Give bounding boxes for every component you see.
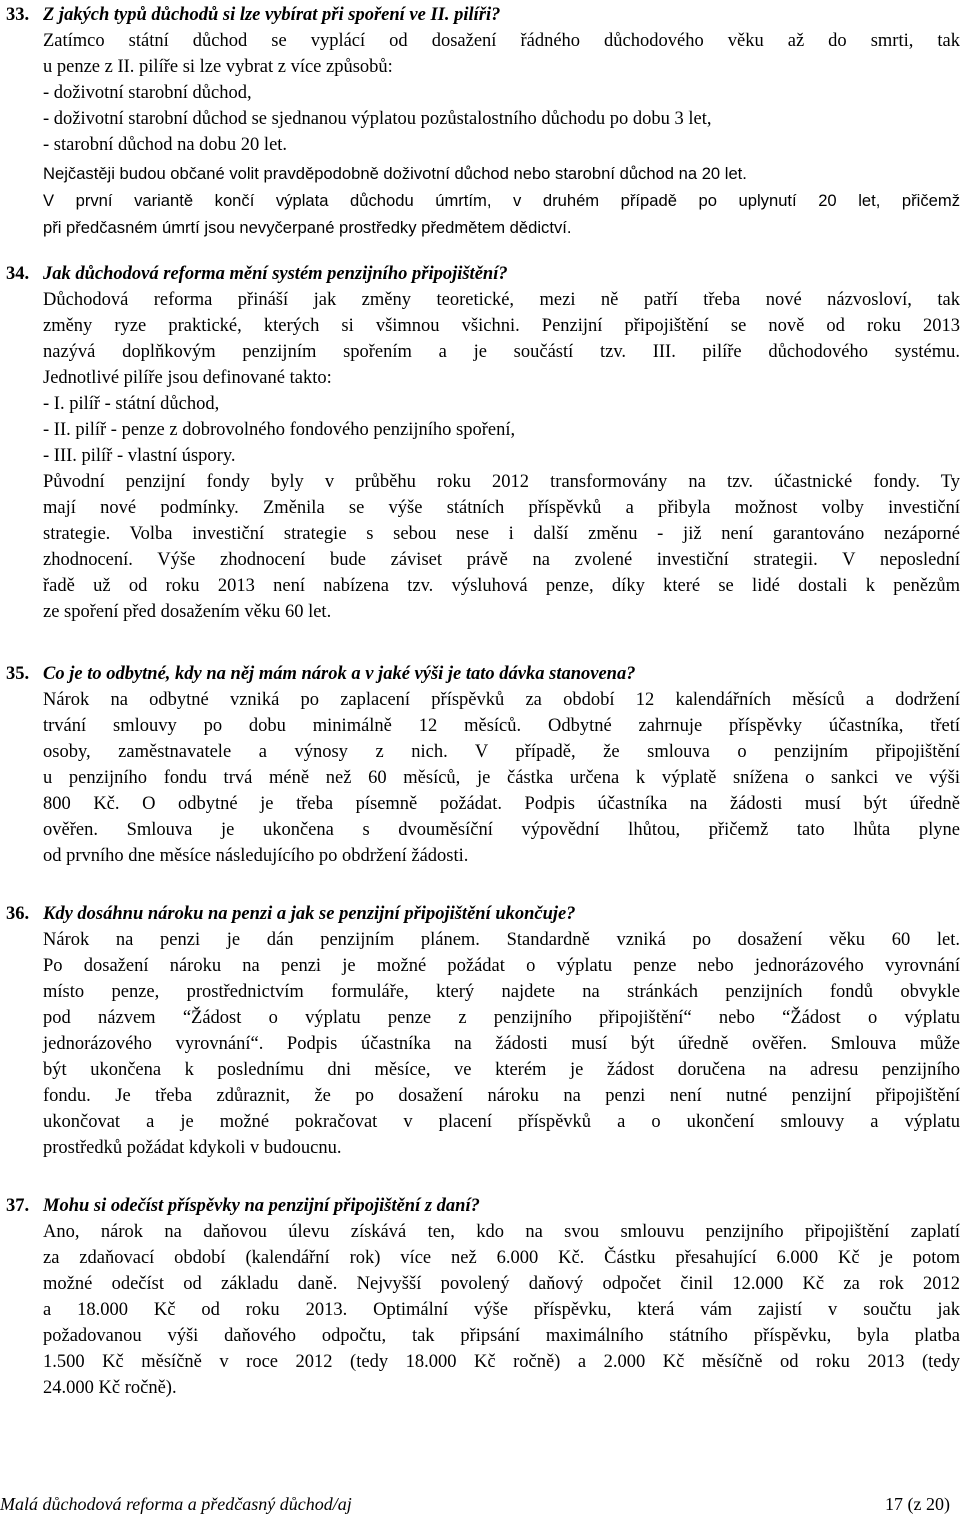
text-line: Jednotlivé pilíře jsou definované takto:: [43, 368, 332, 388]
text-line: a 18.000 Kč od roku 2013. Optimální výše příspěvku, která vám zajistí v součtu jak: [43, 1300, 960, 1320]
text-line: prostředků požádat kdykoli v budoucnu.: [43, 1138, 342, 1158]
text-line: změny ryze praktické, kterých si všimnou všichni. Penzijní připojištění se nově od roku 2013: [43, 316, 960, 336]
text-line: 800 Kč. O odbytné je třeba písemně požádat. Podpis účastníka na žádosti musí být úředně: [43, 794, 960, 814]
question-title: Z jakých typů důchodů si lze vybírat při spoření ve II. pilíři?: [43, 5, 501, 25]
text-line: Ano, nárok na daňovou úlevu získává ten, kdo na svou smlouvu penzijního připojištění zaplatí: [43, 1222, 960, 1242]
question-number: 36.: [6, 904, 30, 924]
text-line: Původní penzijní fondy byly v průběhu roku 2012 transformovány na tzv. účastnické fondy. Ty: [43, 472, 960, 492]
text-line: ukončovat a je možné pokračovat v placení příspěvků a o ukončení smlouvy a výplatu: [43, 1112, 960, 1132]
text-line: - doživotní starobní důchod se sjednanou výplatou pozůstalostního důchodu po dobu 3 let,: [43, 109, 712, 129]
text-line: osoby, zaměstnavatele a výnosy z nich. V případě, že smlouva o penzijním připojištění: [43, 742, 960, 762]
text-line: - I. pilíř - státní důchod,: [43, 394, 220, 414]
text-line: Zatímco státní důchod se vyplácí od dosažení řádného důchodového věku až do smrti, tak: [43, 31, 960, 51]
text-line: - starobní důchod na dobu 20 let.: [43, 135, 288, 155]
question-heading: [0, 1194, 960, 1218]
text-line: ze spoření před dosažením věku 60 let.: [43, 602, 332, 622]
text-line: 24.000 Kč ročně).: [43, 1378, 177, 1398]
page-number: 17 (z 20): [885, 1494, 950, 1514]
question-number: 33.: [6, 5, 30, 25]
text-line: být ukončena k poslednímu dni měsíce, ve kterém je žádost doručena na adresu penzijního: [43, 1060, 960, 1080]
text-line: Nárok na penzi je dán penzijním plánem. Standardně vzniká po dosažení věku 60 let.: [43, 930, 960, 950]
text-line: V první variantě končí výplata důchodu úmrtím, v druhém případě po uplynutí 20 let, přičemž: [43, 191, 960, 210]
question-title: Mohu si odečíst příspěvky na penzijní připojištění z daní?: [43, 1196, 480, 1216]
question-number: 34.: [6, 264, 30, 284]
text-line: mají nové podmínky. Změnila se výše státních příspěvků a přibyla možnost volby investiční: [43, 498, 960, 518]
text-line: od prvního dne měsíce následujícího po obdržení žádosti.: [43, 846, 469, 866]
text-line: 1.500 Kč měsíčně v roce 2012 (tedy 18.000 Kč ročně) a 2.000 Kč měsíčně od roku 2013 (tedy: [43, 1352, 960, 1372]
question-title: Co je to odbytné, kdy na něj mám nárok a v jaké výši je tato dávka stanovena?: [43, 664, 636, 684]
text-line: řadě už od roku 2013 není nabízena tzv. výsluhová penze, díky které se lidé dostali k penězům: [43, 576, 960, 596]
text-line: jednorázového vyrovnání“. Podpis účastníka na žádosti musí být úředně ověřen. Smlouva může: [43, 1034, 960, 1054]
question-title: Kdy dosáhnu nároku na penzi a jak se penzijní připojištění ukončuje?: [43, 904, 576, 924]
text-line: - III. pilíř - vlastní úspory.: [43, 446, 236, 466]
question-number: 37.: [6, 1196, 30, 1216]
text-line: ověřen. Smlouva je ukončena s dvouměsíční výpovědní lhůtou, přičemž tato lhůta plyne: [43, 820, 960, 840]
text-line: - II. pilíř - penze z dobrovolného fondového penzijního spoření,: [43, 420, 516, 440]
footer-document-title: Malá důchodová reforma a předčasný důchod/aj: [0, 1494, 352, 1514]
text-line: u penze z II. pilíře si lze vybrat z více způsobů:: [43, 57, 393, 77]
question-heading: [0, 262, 960, 286]
text-line: místo penze, prostřednictvím formuláře, který najdete na stránkách penzijních fondů obvykle: [43, 982, 960, 1002]
question-heading: [0, 3, 960, 27]
text-line: fondu. Je třeba zdůraznit, že po dosažení nároku na penzi není nutné penzijní připojištění: [43, 1086, 960, 1106]
question-number: 35.: [6, 664, 30, 684]
text-line: strategie. Volba investiční strategie s sebou nese i další změnu - již není garantováno nezáporné: [43, 524, 960, 544]
text-line: za zdaňovací období (kalendářní rok) více než 6.000 Kč. Částku přesahující 6.000 Kč je potom: [43, 1248, 960, 1268]
question-title: Jak důchodová reforma mění systém penzijního připojištění?: [43, 264, 508, 284]
text-line: nazývá doplňkovým penzijním spořením a je součástí tzv. III. pilíře důchodového systému.: [43, 342, 960, 362]
text-line: požadovanou výši daňového odpočtu, tak připsání maximálního státního příspěvku, byla platba: [43, 1326, 960, 1346]
text-line: zhodnocení. Výše zhodnocení bude záviset právě na zvolené investiční strategii. V neposlední: [43, 550, 960, 570]
text-line: možné odečíst od základu daně. Nejvyšší povolený daňový odpočet činil 12.000 Kč za rok 2012: [43, 1274, 960, 1294]
text-line: Důchodová reforma přináší jak změny teoretické, mezi ně patří třeba nové názvosloví, tak: [43, 290, 960, 310]
text-line: u penzijního fondu trvá méně než 60 měsíců, je částka určena k výplatě snížena o sankci ve výši: [43, 768, 960, 788]
text-line: - doživotní starobní důchod,: [43, 83, 252, 103]
question-heading: [0, 902, 960, 926]
text-line: Po dosažení nároku na penzi je možné požádat o výplatu penze nebo jednorázového vyrovnání: [43, 956, 960, 976]
page-footer: [0, 1494, 960, 1514]
text-line: při předčasném úmrtí jsou nevyčerpané prostředky předmětem dědictví.: [43, 218, 572, 237]
text-line: Nejčastěji budou občané volit pravděpodobně doživotní důchod nebo starobní důchod na 20 let.: [43, 164, 747, 183]
question-heading: [0, 662, 960, 686]
text-line: Nárok na odbytné vzniká po zaplacení příspěvků za období 12 kalendářních měsíců a dodržení: [43, 690, 960, 710]
text-line: trvání smlouvy po dobu minimálně 12 měsíců. Odbytné zahrnuje příspěvky účastníka, třetí: [43, 716, 960, 736]
text-line: pod názvem “Žádost o výplatu penze z penzijního připojištění“ nebo “Žádost o výplatu: [43, 1008, 960, 1028]
